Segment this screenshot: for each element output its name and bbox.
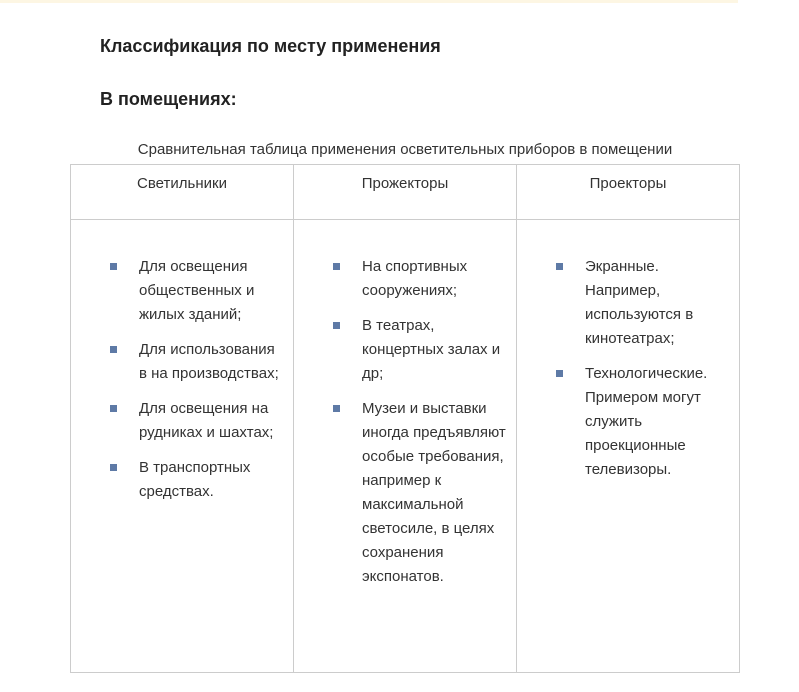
list-item-text: В транспортных средствах. (139, 459, 251, 500)
square-bullet-icon (110, 405, 117, 412)
list-item-text: На спортивных сооружениях; (362, 258, 468, 299)
square-bullet-icon (110, 464, 117, 471)
list-item (139, 338, 285, 386)
list-item (139, 456, 285, 504)
list-item (585, 362, 731, 482)
square-bullet-icon (333, 263, 340, 270)
list-item-text: Для освещения на рудниках и шахтах; (139, 400, 274, 441)
column-header-lamps: Светильники (71, 165, 294, 220)
section-subheading: В помещениях: (100, 89, 237, 109)
comparison-table (70, 164, 740, 673)
table-cell-spotlights (294, 220, 517, 673)
list-item-text: В театрах, концертных залах и др; (362, 317, 501, 382)
lamps-list (71, 255, 293, 504)
list-item (139, 255, 285, 327)
list-item-text: Экранные. Например, используются в кинотеатрах; (585, 258, 694, 347)
column-header-spotlights: Прожекторы (294, 165, 517, 220)
top-strip (0, 0, 738, 3)
square-bullet-icon (110, 346, 117, 353)
square-bullet-icon (556, 370, 563, 377)
column-header-projectors: Проекторы (517, 165, 740, 220)
square-bullet-icon (556, 263, 563, 270)
projectors-list (517, 255, 739, 482)
square-bullet-icon (333, 405, 340, 412)
list-item (585, 255, 731, 351)
table-header-row (71, 165, 740, 220)
list-item-text: Технологические. Примером могут служить проекционные телевизоры. (585, 365, 708, 478)
section-heading: Классификация по месту применения (100, 36, 441, 56)
list-item (139, 397, 285, 445)
list-item-text: Для освещения общественных и жилых зданий; (139, 258, 255, 323)
list-item-text: Музеи и выставки иногда предъявляют особые требования, например к максимальной светосиле, в целях сохранения экспонатов. (362, 400, 506, 585)
list-item (362, 314, 508, 386)
list-item-text: Для использования в на производствах; (139, 341, 279, 382)
square-bullet-icon (110, 263, 117, 270)
table-body-row (71, 220, 740, 673)
table-caption: Сравнительная таблица применения осветительных приборов в помещении (137, 141, 673, 158)
square-bullet-icon (333, 322, 340, 329)
table-cell-projectors (517, 220, 740, 673)
table-cell-lamps (71, 220, 294, 673)
spotlights-list (294, 255, 516, 589)
list-item (362, 255, 508, 303)
list-item (362, 397, 508, 589)
